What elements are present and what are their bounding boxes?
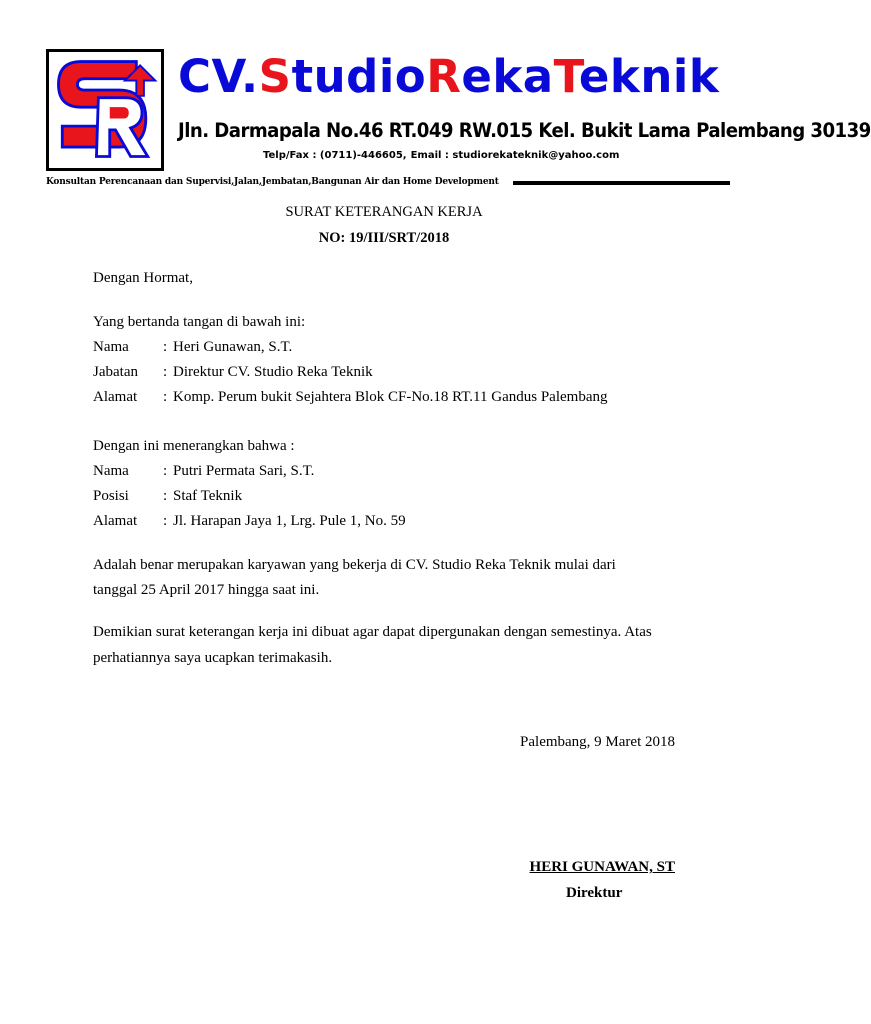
field-label: Alamat [93, 389, 138, 405]
closing-line-2: perhatiannya saya ucapkan terimakasih. [93, 650, 333, 666]
closing-line-1: Demikian surat keterangan kerja ini dibuat agar dapat dipergunakan dengan semestinya. Atas [93, 624, 652, 640]
company-logo [46, 49, 164, 171]
company-letter-t: T [553, 50, 579, 103]
field-value: Komp. Perum bukit Sejahtera Blok CF-No.18 RT.11 Gandus Palembang [173, 389, 608, 405]
company-email: Email : studiorekateknik@yahoo.com [410, 150, 620, 161]
employee-intro: Dengan ini menerangkan bahwa : [93, 438, 295, 454]
field-colon: : [163, 389, 168, 405]
signer-field-row [93, 387, 607, 407]
field-value: Heri Gunawan, S.T. [173, 339, 293, 355]
header-divider [513, 181, 730, 185]
field-label: Alamat [93, 513, 138, 529]
signer-name: HERI GUNAWAN, ST [529, 859, 675, 875]
field-colon: : [163, 513, 168, 529]
company-letter-r: R [426, 50, 462, 103]
company-name [178, 48, 719, 106]
company-part-eknik: eknik [578, 50, 720, 103]
company-part-tudio: tudio [291, 50, 427, 103]
company-phone: Telp/Fax : (0711)-446605, [263, 150, 407, 161]
field-colon: : [163, 463, 168, 479]
letter-number: NO: 19/III/SRT/2018 [318, 230, 450, 246]
signer-field-row [93, 362, 373, 382]
field-value: Direktur CV. Studio Reka Teknik [173, 364, 373, 380]
field-colon: : [163, 339, 168, 355]
company-prefix: CV. [178, 50, 259, 103]
employee-field-row [93, 461, 314, 481]
sr-logo-icon [49, 52, 161, 168]
place-date: Palembang, 9 Maret 2018 [520, 734, 675, 750]
company-tagline: Konsultan Perencanaan dan Supervisi,Jalan,Jembatan,Bangunan Air dan Home Development [46, 177, 499, 187]
signer-position: Direktur [566, 885, 623, 901]
letter-title: SURAT KETERANGAN KERJA [285, 204, 483, 220]
field-value: Jl. Harapan Jaya 1, Lrg. Pule 1, No. 59 [173, 513, 406, 529]
company-address: Jln. Darmapala No.46 RT.049 RW.015 Kel. Bukit Lama Palembang 30139 [178, 119, 871, 142]
statement-line-1: Adalah benar merupakan karyawan yang bekerja di CV. Studio Reka Teknik mulai dari [93, 557, 616, 573]
greeting: Dengan Hormat, [93, 270, 193, 286]
field-colon: : [163, 364, 168, 380]
employee-field-row [93, 511, 406, 531]
statement-line-2: tanggal 25 April 2017 hingga saat ini. [93, 582, 320, 598]
company-part-eka: eka [461, 50, 554, 103]
company-letter-s: S [258, 50, 292, 103]
field-label: Posisi [93, 488, 129, 504]
field-value: Putri Permata Sari, S.T. [173, 463, 315, 479]
field-label: Jabatan [93, 364, 138, 380]
employee-field-row [93, 486, 242, 506]
field-colon: : [163, 488, 168, 504]
field-value: Staf Teknik [173, 488, 243, 504]
signer-field-row [93, 337, 292, 357]
field-label: Nama [93, 463, 129, 479]
company-contact [263, 149, 623, 163]
field-label: Nama [93, 339, 129, 355]
signer-intro: Yang bertanda tangan di bawah ini: [93, 314, 306, 330]
